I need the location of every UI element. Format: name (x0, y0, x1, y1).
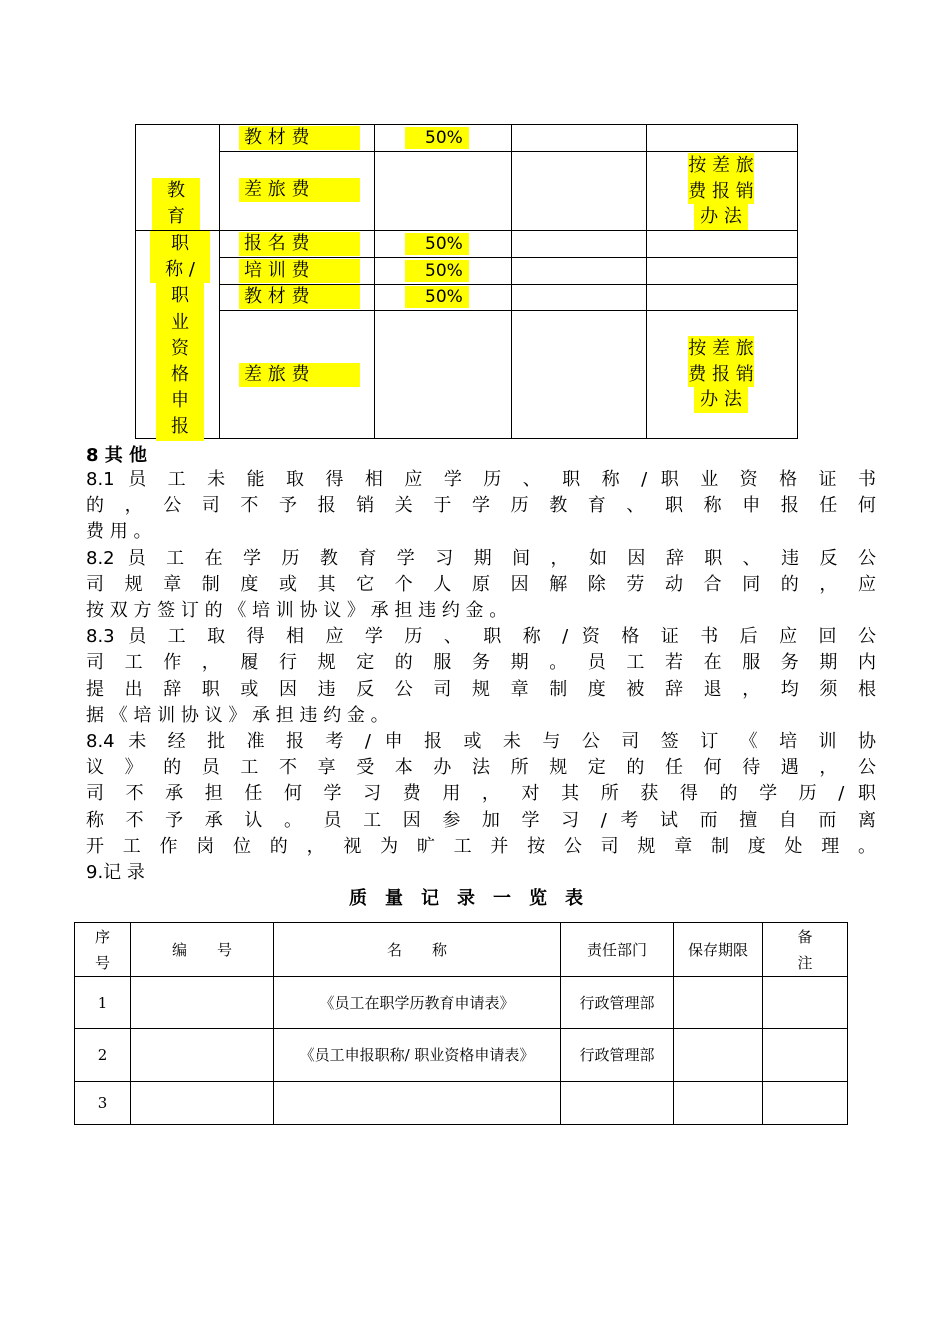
paragraph-8-3: 8.3 员 工 取 得 相 应 学 历 、 职 称 / 资 格 证 书 后 应 回 公 司 工 作 ， 履 行 规 定 的 服 务 期 。 员 工 若 在 服 务 期 内 提 出 辞 职 或 因 违 反 公 司 规 章 制 度 被 辞 退 ， 均 须 根 据 《 培 训 协 议 》 承 担 违 约 金 。 (86, 626, 876, 726)
col-header-remark: 备注 (763, 923, 848, 977)
col-header-name: 名 称 (274, 923, 561, 977)
records-table-title: 质量记录一览表 (349, 888, 601, 909)
quality-records-table (74, 922, 848, 1125)
item-training-fee: 培 训 费 (239, 259, 360, 283)
rate-textbook-fee: 50% (405, 127, 469, 149)
note-travel-method-2: 按 差 旅 费 报 销 办 法 (665, 336, 777, 413)
item-textbook-fee-2: 教 材 费 (239, 285, 360, 309)
paragraph-8-2: 8.2 员 工 在 学 历 教 育 学 习 期 间 ， 如 因 辞 职 、 违 反 公 司 规 章 制 度 或 其 它 个 人 原 因 解 除 劳 动 合 同 的 ， 应 按 双 方 签 订 的 《 培 训 协 议 》 承 担 违 约 金 。 (86, 547, 876, 621)
col-header-dept: 责任部门 (561, 923, 674, 977)
paragraph-8-1: 8.1 员 工 未 能 取 得 相 应 学 历 、 职 称 / 职 业 资 格 证 书 的 ， 公 司 不 予 报 销 关 于 学 历 教 育 、 职 称 申 报 任 何 费 用 。 (86, 469, 876, 543)
col-header-period: 保存期限 (674, 923, 763, 977)
table-header-row (75, 923, 848, 977)
note-travel-method: 按 差 旅 费 报 销 办 法 (665, 153, 777, 230)
col-header-no: 序号 (75, 923, 131, 977)
rate-textbook-fee-2: 50% (405, 286, 469, 308)
rate-registration-fee: 50% (405, 233, 469, 255)
item-travel-fee-2: 差 旅 费 (239, 363, 360, 387)
table-row: 1 《员工在职学历教育申请表》 行政管理部 (75, 977, 848, 1029)
table-row: 2 《员工申报职称/ 职业资格申请表》 行政管理部 (75, 1029, 848, 1082)
item-registration-fee: 报 名 费 (239, 232, 360, 256)
paragraph-8-4: 8.4 未 经 批 准 报 考 / 申 报 或 未 与 公 司 签 订 《 培 训 协 议 》 的 员 工 不 享 受 本 办 法 所 规 定 的 任 何 待 遇 ， 公 司 不 承 担 任 何 学 习 费 用 ， 对 其 所 获 得 的 学 历 / 职 称 不 予 承 认 。 员 工 因 参 加 学 习 / 考 试 而 擅 自 而 离 开 工 作 岗 位 的 ， 视 为 旷 工 并 按 公 司 规 章 制 度 处 理 。 (86, 731, 876, 857)
group-label-education: 教 育 (152, 178, 200, 230)
item-textbook-fee: 教 材 费 (239, 126, 360, 150)
item-travel-fee: 差 旅 费 (239, 178, 360, 202)
table-row: 3 (75, 1082, 848, 1125)
group-label-title-qualification: 职 称 / 职 业 资 格 申 报 (150, 231, 210, 441)
rate-training-fee: 50% (405, 260, 469, 282)
section-8-heading: 8 其 他 (86, 445, 148, 466)
col-header-code: 编 号 (131, 923, 274, 977)
section-9-heading: 9.记 录 (86, 862, 145, 883)
